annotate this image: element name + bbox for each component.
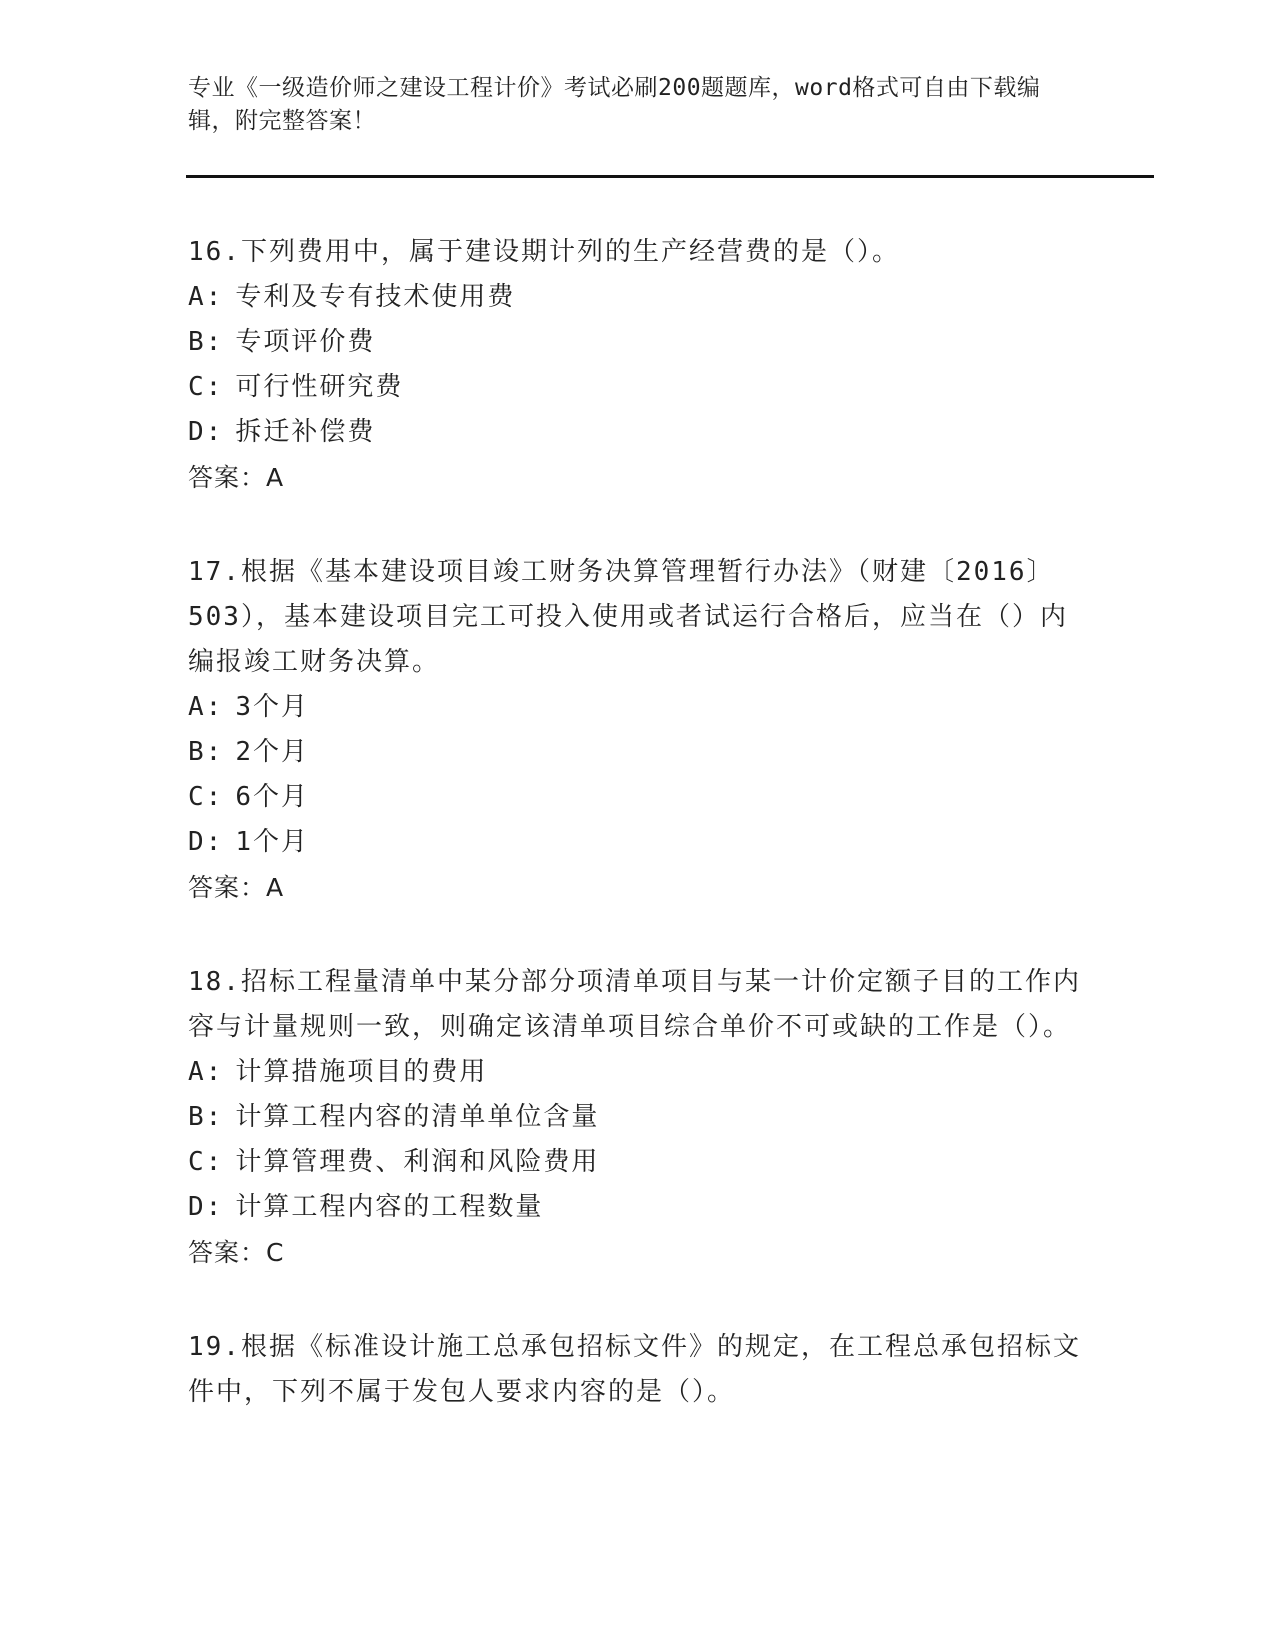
answer: 答案：A: [188, 463, 285, 492]
question-19: [188, 1325, 1088, 1415]
document-header: 专业《一级造价师之建设工程计价》考试必刷200题题库，word格式可自由下载编辑，附完整答案！: [188, 75, 1041, 134]
option-b: [188, 320, 1088, 365]
option-text: 专项评价费: [235, 327, 376, 357]
option-letter: B:: [188, 737, 224, 767]
option-text: 计算工程内容的清单单位含量: [235, 1102, 600, 1132]
option-b: [188, 1095, 1088, 1140]
option-c: [188, 365, 1088, 410]
option-letter: D:: [188, 417, 224, 447]
option-text: 拆迁补偿费: [235, 417, 376, 447]
option-text: 1个月: [235, 827, 309, 857]
option-a: [188, 685, 1088, 730]
header-divider: [186, 175, 1154, 178]
answer: 答案：C: [188, 1238, 285, 1267]
option-c: [188, 1140, 1088, 1185]
question-list: [188, 230, 1088, 1465]
option-text: 计算工程内容的工程数量: [235, 1192, 544, 1222]
answer: 答案：A: [188, 873, 285, 902]
question-text: 19.根据《标准设计施工总承包招标文件》的规定，在工程总承包招标文件中，下列不属于发包人要求内容的是（）。: [188, 1332, 1081, 1407]
question-18: [188, 960, 1088, 1275]
question-text: 17.根据《基本建设项目竣工财务决算管理暂行办法》（财建〔2016〕503），基本建设项目完工可投入使用或者试运行合格后，应当在（）内编报竣工财务决算。: [188, 557, 1068, 677]
option-letter: C:: [188, 1147, 224, 1177]
option-text: 计算管理费、利润和风险费用: [235, 1147, 600, 1177]
option-d: [188, 1185, 1088, 1230]
option-letter: C:: [188, 372, 224, 402]
question-text: 18.招标工程量清单中某分部分项清单项目与某一计价定额子目的工作内容与计量规则一致，则确定该清单项目综合单价不可或缺的工作是（）。: [188, 967, 1081, 1042]
option-text: 计算措施项目的费用: [235, 1057, 488, 1087]
option-a: [188, 1050, 1088, 1095]
option-text: 3个月: [235, 692, 309, 722]
option-c: [188, 775, 1088, 820]
question-17: [188, 550, 1088, 910]
option-text: 6个月: [235, 782, 309, 812]
option-letter: B:: [188, 1102, 224, 1132]
option-letter: C:: [188, 782, 224, 812]
option-letter: A:: [188, 282, 224, 312]
option-letter: D:: [188, 827, 224, 857]
option-letter: B:: [188, 327, 224, 357]
option-text: 专利及专有技术使用费: [235, 282, 516, 312]
option-d: [188, 820, 1088, 865]
option-letter: A:: [188, 1057, 224, 1087]
question-text: 16.下列费用中，属于建设期计列的生产经营费的是（）。: [188, 237, 900, 267]
option-text: 可行性研究费: [235, 372, 404, 402]
option-text: 2个月: [235, 737, 309, 767]
option-b: [188, 730, 1088, 775]
option-letter: A:: [188, 692, 224, 722]
option-d: [188, 410, 1088, 455]
option-letter: D:: [188, 1192, 224, 1222]
question-16: [188, 230, 1088, 500]
option-a: [188, 275, 1088, 320]
